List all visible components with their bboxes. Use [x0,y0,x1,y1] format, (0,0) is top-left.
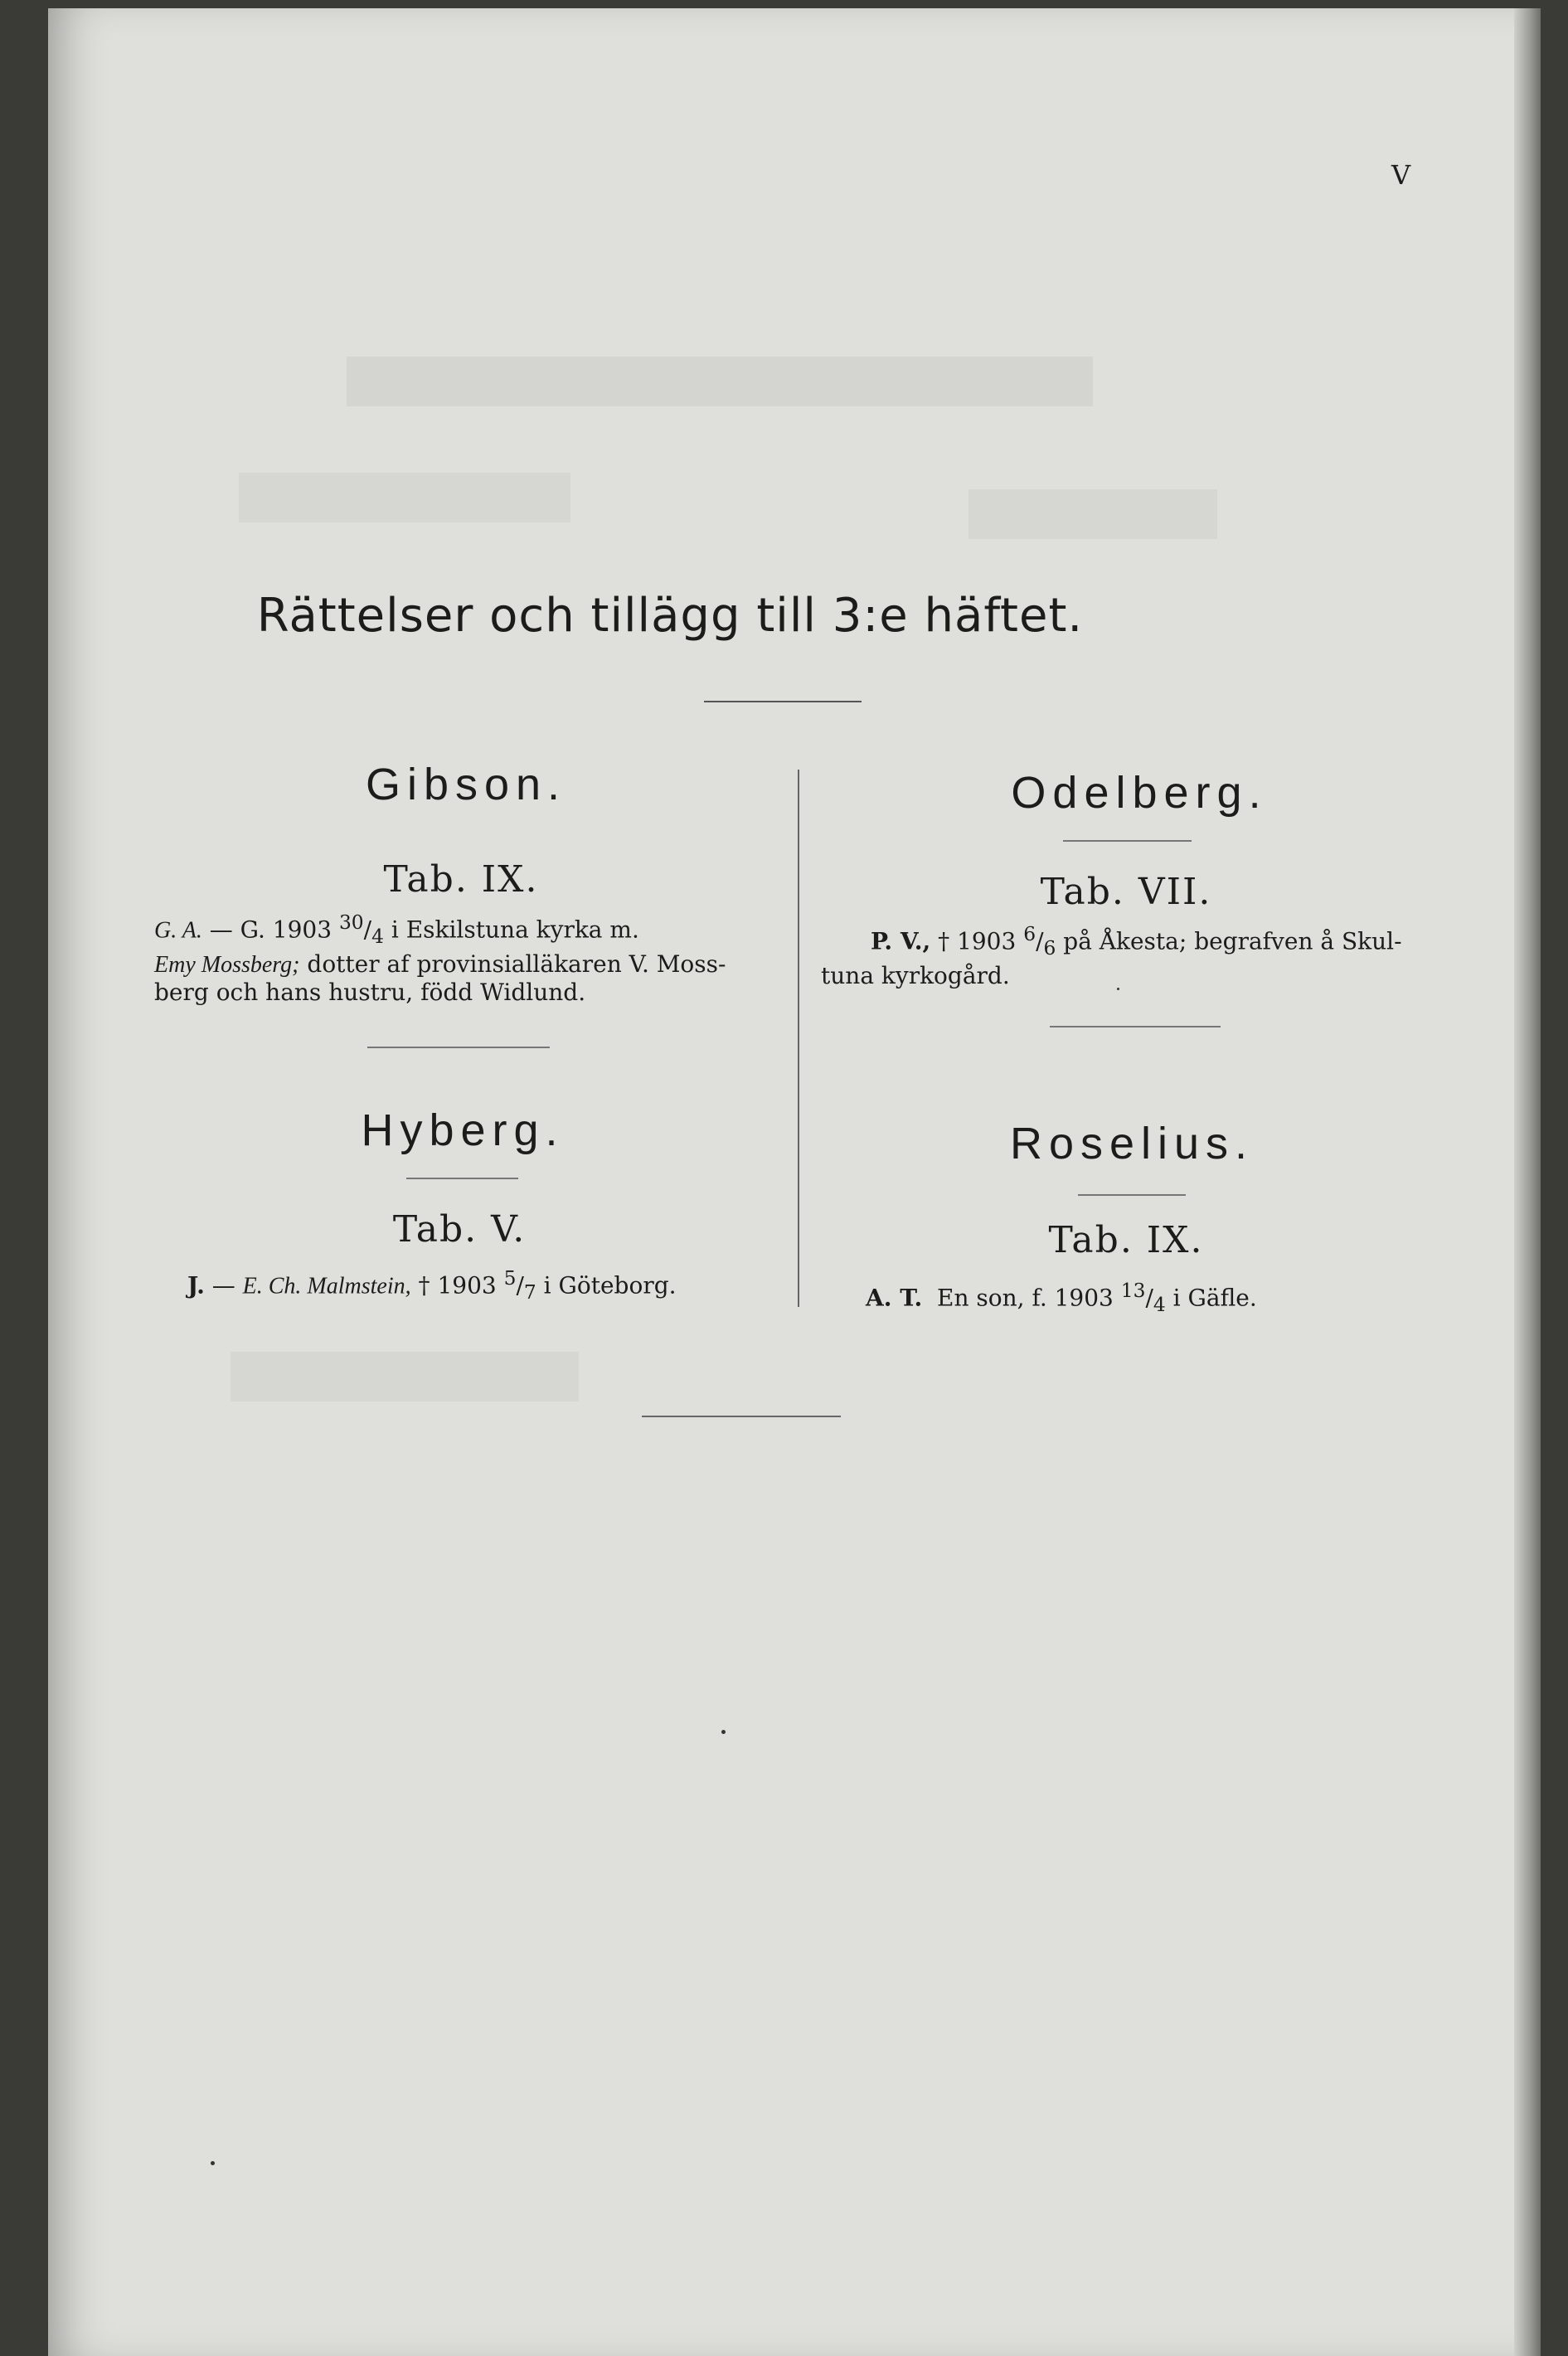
tab-heading-hyberg: Tab. V. [392,1208,527,1251]
date-month: 6 [1043,935,1056,959]
entry-initials: J. [187,1271,205,1299]
entry-text: i Eskilstuna kyrka m. [391,916,639,944]
book-page [48,8,1541,2356]
tab-heading-roselius: Tab. IX. [1048,1219,1204,1261]
family-heading-gibson: Gibson. [365,760,567,809]
entry-text: dotter af provinsialläkaren V. Moss- [307,950,726,978]
entry-line: P. V., † 1903 $^6/_6$ på Åkesta; begrafven å Skul- [871,922,1402,959]
date-month: 7 [523,1280,536,1304]
entry-text: i Gäfle. [1172,1284,1257,1312]
tab-heading-odelberg: Tab. VII. [1040,871,1212,913]
entry-line: G. A. — G. 1903 $^{30}/_4$ i Eskilstuna kyrka m. [154,911,639,948]
section-divider [1078,1194,1186,1196]
page-number: V [1391,159,1411,191]
section-divider [406,1178,518,1179]
date-day: 13 [1120,1279,1146,1302]
ink-speck [721,1730,726,1734]
date-month: 4 [1153,1292,1166,1316]
end-divider [642,1416,841,1417]
entry-odelberg [821,921,1468,989]
entry-text: En son, f. 1903 [937,1284,1114,1312]
family-heading-roselius: Roselius. [1009,1119,1255,1168]
page-title: Rättelser och tillägg till 3:e häftet. [256,589,1084,643]
entry-text: på Åkesta; begrafven å Skul- [1063,927,1402,955]
bleed-through-shade [231,1352,579,1401]
entry-spouse: Emy Mossberg; [154,951,300,978]
title-divider [704,701,862,702]
page-edge [1514,8,1541,2356]
entry-gibson [154,909,784,1006]
date-day: 30 [338,911,364,934]
section-divider [367,1047,550,1048]
entry-line: tuna kyrkogård. [821,961,1010,989]
tab-heading-gibson: Tab. IX. [383,858,539,901]
bleed-through-shade [239,473,570,522]
date-day: 6 [1023,922,1036,945]
entry-dash: — [211,1271,235,1299]
entry-person: E. Ch. Malmstein, [242,1273,411,1299]
bleed-through-shade [347,357,1093,406]
ink-speck [211,2161,215,2165]
entry-roselius: A. T. En son, f. 1903 $^{13}/_4$ i Gäfle. [866,1279,1257,1316]
entry-hyberg: J. — E. Ch. Malmstein, † 1903 $^5/_7$ i Göteborg. [187,1266,677,1304]
entry-text: † 1903 [938,927,1017,955]
entry-initials: A. T. [866,1284,923,1312]
entry-initials: P. V., [871,927,931,955]
bleed-through-shade [968,489,1217,539]
ink-speck [1117,988,1119,990]
family-heading-hyberg: Hyberg. [361,1105,565,1155]
date-month: 4 [371,924,384,948]
entry-line [154,950,784,979]
section-divider [1063,840,1192,842]
entry-text: † 1903 [418,1271,497,1299]
entry-line: berg och hans hustru, född Widlund. [154,978,586,1006]
column-divider [798,770,799,1307]
entry-text: i Göteborg. [543,1271,677,1299]
entry-text: — G. 1903 [209,916,333,944]
entry-initials: G. A. [154,917,202,944]
section-divider [1050,1026,1221,1027]
date-day: 5 [503,1266,517,1290]
family-heading-odelberg: Odelberg. [1011,768,1268,818]
